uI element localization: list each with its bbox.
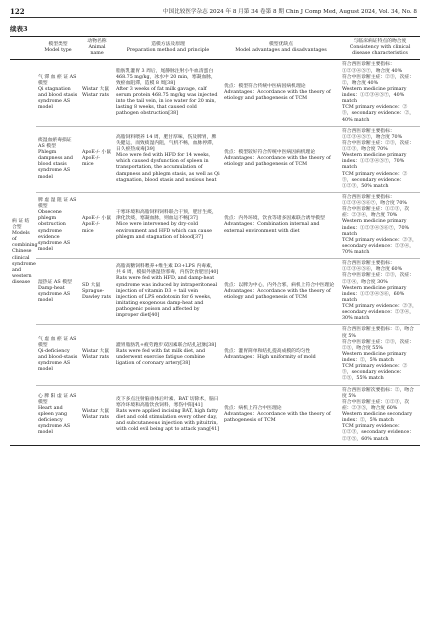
method-cell: 干寒环境和高脂饲料饲料联合干预，肥甘生痰，津化饮痰，寒凝血脉，则血运不畅[37] Mice were intervened by dry-cold environment and HFD which can cause phlegm and stagnation of blood[37]	[114, 192, 222, 258]
consistency-cell: 符合西医诊断主要指标：①②③④⑤⑥⑦，吻合度 70% 符合中医诊断主症：①②③，次症：②③④，吻合度 70% Western medicine primary index：①②③④⑤⑥⑦，70% match TCM primary evidence：②③，secondary evidence：②③④，70% match	[340, 192, 420, 258]
animal-cell: SD 大鼠 Sprague-Dawley rats	[80, 259, 114, 325]
model-comparison-table	[10, 36, 420, 616]
table-row	[10, 385, 420, 445]
consistency-cell: 符合西医诊断主要指标：①②③④⑤⑦，吻合度 40% 符合中医诊断主症：②③，次症：②，吻合度 40% Western medicine primary index：①②③④⑤⑦，40% match TCM primary evidence：② ③，secondary evidence：②，40% match	[340, 60, 420, 126]
category-cell: 病 证 结合型 Models of combining Chinese clinical syndrome and western disease	[10, 60, 36, 445]
consistency-cell: 符合西医诊断主要指标：②，吻合度 5% 符合中医诊断主症：②③，次症：②⑤，吻合度 55% Western medicine primary index：②，5% match TCM primary evidence：② ③，secondary evidence：②⑤，55% match	[340, 325, 420, 385]
header-animal-name: 动物名称 Animal name	[80, 37, 114, 60]
advantages-cell: 优点：以脾为中心，内外合邪，病机上符合中医理论 Advantages：Accordance with the theory of etiology and pathogenesis of TCM	[222, 259, 340, 325]
table-row	[10, 192, 420, 258]
table-row	[10, 60, 420, 126]
animal-cell: Wistar 大鼠 Wistar rats	[80, 385, 114, 445]
consistency-cell: 符合西医诊断次要指标：②，吻合度 5% 符合中医诊断主症：①②③，次症：②③⑤，吻合度 60% Western medicine secondary index：②，5% match TCM primary evidence：①②③，secondary evidence：②③⑤，60% match	[340, 385, 420, 445]
table-header-row	[10, 37, 420, 60]
animal-cell: Wistar 大鼠 Wistar rats	[80, 60, 114, 126]
method-cell: 脂肪乳灌胃 3 周后，尾静脉注射小牛血清蛋白 468.75 mg/kg，冰水中 20 min，寒凝血脉，致瘀血阻滞，造模 8 周[38] After 3 weeks of fat milk gavage, calf serum protein 468.75 mg/kg was injected into the tail vein, in ice water for 20 min, lasting 8 weeks, that caused cold pathogen obstruction[38]	[114, 60, 222, 126]
method-cell: 高脂饲料喂养 14 周，肥甘厚味，伤及脾胃，脾失健运，而致痰湿内阻，气机不畅，血脉停滞，日久瘀热成毒[39] Mice were fed with HFD for 14 weeks, which caused dysfunction of spleen in transportation, the accumulation of dampness and phlegm stasis, as well as Qi stagnation, blood stasis and noxious heat	[114, 126, 222, 192]
page-header	[10, 6, 417, 18]
animal-cell: ApoE-/- 小鼠 ApoE-/- mice	[80, 126, 114, 192]
table-row	[10, 259, 420, 325]
consistency-cell: 符合西医诊断主要指标：①②③④⑤⑥，吻合度 60% 符合中医诊断主症：②③，次症：②③④，吻合度 30% Western medicine primary index：①②③④⑤⑥，60% match TCM primary evidence：②③，secondary evidence：②③④，30% match	[340, 259, 420, 325]
header-preparation-method: 造模方法及原理 Preparation method and principle	[114, 37, 222, 60]
header-consistency: 与临床病证特点的吻合度 Consistency with clinical disease characteristics	[340, 37, 420, 60]
header-category	[10, 37, 36, 60]
model-type-cell: 气 滞 血 瘀 证 AS 模型 Qi stagnation and blood stasis syndrome AS model	[36, 60, 80, 126]
model-type-cell: 脾 虚 湿 阻 证 AS 模型 Obsecene phlegm obstruction syndrome evidence syndrome AS model	[36, 192, 80, 258]
table-row	[10, 325, 420, 385]
model-type-cell: 心 脾 阳 虚 证 AS 模型 Heart and spleen yang deficiency syndrome AS model	[36, 385, 80, 445]
advantages-cell: 优点：内外环境，饮食等诸多因素联合诱导模型 Advantages：Combination internal and external environment with diet	[222, 192, 340, 258]
page-number: 122	[10, 7, 25, 16]
model-type-cell: 气 虚 血 瘀 证 AS 模型 Qi-deficiency and blood-stasis syndrome AS model	[36, 325, 80, 385]
animal-cell: ApoE-/- 小鼠 ApoE-/- mice	[80, 192, 114, 258]
header-model-type: 模型类型 Model type	[36, 37, 80, 60]
method-cell: 皮下多点注射脑垂体后叶素、BAT 切除术，脑日寒冷环境和高脂饮食饲料，寒伤中阳[41] Rats were applied incising BAT, high fatty diet and cold stimulation every other day, and subcutaneous injection with pituitrin, with cold evil being apt to attack yang[41]	[114, 385, 222, 445]
method-cell: 高脂高糖饲料喂养+维生素 D3+LPS 内毒素，共 6 周，模拟外感湿热邪毒，内伤饮食肥甘[40] Rats were fed with HFD, and damp-heat syndrome was induced by intraperitoneal injection of vitamin D3 + tail vein injection of LPS endotoxin for 6 weeks, imitating exogenous damp-heat and pathogenic poison and affected by improper diet[40]	[114, 259, 222, 325]
advantages-cell: 优点：灌胃简单和结扎提高成模的均匀性 Advantages：High uniformity of mold	[222, 325, 340, 385]
journal-header: 中国比较医学杂志 2024 年 8 月第 34 卷第 8 期 Chin J Comp Med, August 2024, Vol. 34, No. 8	[162, 9, 417, 15]
advantages-cell: 优点：模型符合传统中医病因病机理论 Advantages：Accordance with the theory of etiology and pathogenesis of TCM	[222, 60, 340, 126]
animal-cell: Wistar 大鼠 Wistar rats	[80, 325, 114, 385]
model-type-cell: 湿热证 AS 模型 Damp-heat syndrome AS model	[36, 259, 80, 325]
table-row	[10, 126, 420, 192]
table-continued-label: 续表3	[10, 25, 28, 33]
header-advantages: 模型优缺点 Model advantages and disadvantages	[222, 37, 340, 60]
consistency-cell: 符合西医诊断主要指标：①②③④⑤⑦，吻合度 70% 符合中医诊断主症：②③，次症：①②③，吻合度 70% Western medicine primary index：①②③④⑤⑦，70% match TCM primary evidence：② ③，secondary evidence：①②③，50% match	[340, 126, 420, 192]
advantages-cell: 优点：模型较好符合传统中医病因病机理论 Advantages：Accordance with the theory of etiology and pathogenesis of TCM	[222, 126, 340, 192]
advantages-cell: 优点：病机上符合中医理论 Advantages：Accordance with the theory of pathogenesis of TCM	[222, 385, 340, 445]
model-type-cell: 痰湿血瘀毒损证 AS 模型 Phlegm dampness and blood stasis syndrome AS model	[36, 126, 80, 192]
method-cell: 灌胃脂肪乳+疲劳跑步双因素联合结扎冠脉[38] Rats were fed with fat milk diet, and underwent exercise fatigue combine ligation of coronary artery[38]	[114, 325, 222, 385]
